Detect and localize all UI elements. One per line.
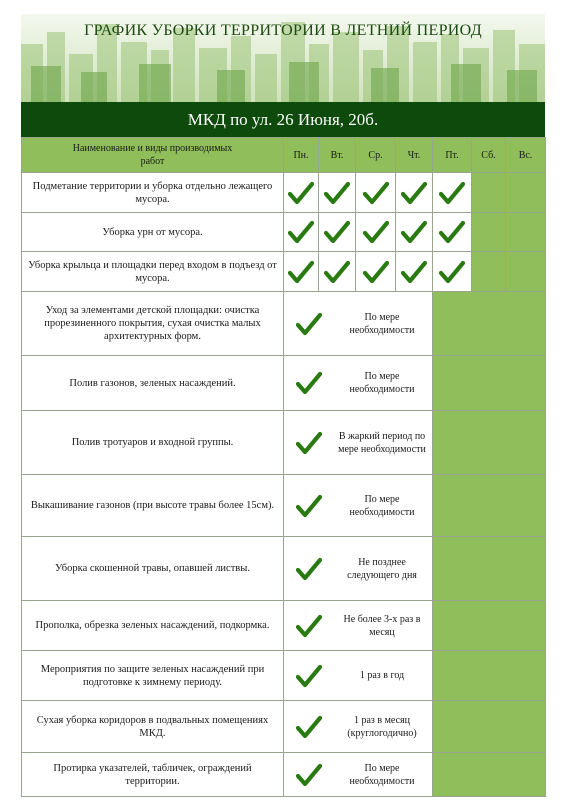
work-description: Уборка крыльца и площадки перед входом в подъезд от мусора.: [22, 252, 284, 292]
day-check-cell: [356, 173, 396, 213]
table-row: [22, 537, 546, 601]
empty-green-cell: [433, 356, 546, 411]
frequency-text: По мере необходимости: [349, 371, 415, 395]
frequency-text: В жаркий период по мере необходимости: [338, 430, 426, 455]
checkmark-icon: [296, 494, 322, 518]
frequency-text: 1 раз в месяц (круглогодично): [347, 714, 417, 739]
checkmark-icon: [363, 260, 389, 284]
checkmark-icon: [401, 220, 427, 244]
work-description: Сухая уборка коридоров в подвальных помещениях МКД.: [22, 701, 284, 753]
checkmark-icon: [324, 220, 350, 244]
day-empty-cell: [506, 173, 546, 213]
work-description: Полив газонов, зеленых насаждений.: [22, 356, 284, 411]
work-description: Подметание территории и уборка отдельно лежащего мусора.: [22, 173, 284, 213]
checkmark-icon: [439, 260, 465, 284]
column-header-day: Вс.: [506, 138, 546, 173]
checkmark-icon: [296, 312, 322, 336]
page-title: ГРАФИК УБОРКИ ТЕРРИТОРИИ В ЛЕТНИЙ ПЕРИОД: [84, 22, 482, 39]
table-row: [22, 651, 546, 701]
day-empty-cell: [506, 252, 546, 292]
checkmark-icon: [363, 220, 389, 244]
table-row: [22, 356, 546, 411]
empty-green-cell: [433, 475, 546, 537]
day-check-cell: [433, 173, 472, 213]
checkmark-icon: [401, 181, 427, 205]
frequency-cell: [284, 753, 433, 797]
checkmark-icon: [296, 557, 322, 581]
header-row: [22, 138, 546, 173]
empty-green-cell: [433, 292, 546, 356]
day-check-cell: [396, 173, 433, 213]
work-description: Протирка указателей, табличек, ограждений территории.: [22, 753, 284, 797]
header-banner: [21, 14, 545, 102]
frequency-cell: [284, 651, 433, 701]
table-row: [22, 753, 546, 797]
table-row: [22, 411, 546, 475]
day-check-cell: [433, 252, 472, 292]
checkmark-icon: [439, 220, 465, 244]
checkmark-icon: [296, 614, 322, 638]
column-header-day: Пн.: [284, 138, 319, 173]
column-header-day: Вт.: [319, 138, 356, 173]
frequency-cell: [284, 411, 433, 475]
day-check-cell: [284, 252, 319, 292]
day-empty-cell: [506, 213, 546, 252]
column-header-day: Ср.: [356, 138, 396, 173]
frequency-cell: [284, 701, 433, 753]
cleaning-schedule-table: [21, 137, 546, 797]
empty-green-cell: [433, 701, 546, 753]
day-empty-cell: [472, 173, 506, 213]
empty-green-cell: [433, 651, 546, 701]
table-row: [22, 601, 546, 651]
table-row: [22, 292, 546, 356]
checkmark-icon: [288, 260, 314, 284]
day-check-cell: [396, 213, 433, 252]
checkmark-icon: [288, 220, 314, 244]
column-header-day: Сб.: [472, 138, 506, 173]
table-row: [22, 252, 546, 292]
checkmark-icon: [296, 763, 322, 787]
frequency-cell: [284, 537, 433, 601]
work-description: Прополка, обрезка зеленых насаждений, подкормка.: [22, 601, 284, 651]
day-check-cell: [319, 213, 356, 252]
checkmark-icon: [288, 181, 314, 205]
empty-green-cell: [433, 537, 546, 601]
column-header-day: Чт.: [396, 138, 433, 173]
day-check-cell: [356, 252, 396, 292]
day-check-cell: [284, 173, 319, 213]
work-description: Мероприятия по защите зеленых насаждений при подготовке к зимнему периоду.: [22, 651, 284, 701]
work-description: Полив тротуаров и входной группы.: [22, 411, 284, 475]
checkmark-icon: [296, 431, 322, 455]
day-check-cell: [356, 213, 396, 252]
frequency-text: По мере необходимости: [349, 762, 415, 787]
work-description: Выкашивание газонов (при высоте травы более 15см).: [22, 475, 284, 537]
column-header-day: Пт.: [433, 138, 472, 173]
day-check-cell: [319, 252, 356, 292]
frequency-text: Не позднее следующего дня: [347, 556, 417, 581]
frequency-text: По мере необходимости: [349, 311, 415, 336]
frequency-cell: [284, 356, 433, 411]
frequency-cell: [284, 475, 433, 537]
checkmark-icon: [296, 371, 322, 395]
frequency-cell: [284, 601, 433, 651]
checkmark-icon: [324, 260, 350, 284]
table-row: [22, 701, 546, 753]
day-check-cell: [284, 213, 319, 252]
empty-green-cell: [433, 411, 546, 475]
day-check-cell: [396, 252, 433, 292]
day-empty-cell: [472, 213, 506, 252]
table-row: [22, 173, 546, 213]
checkmark-icon: [324, 181, 350, 205]
frequency-cell: [284, 292, 433, 356]
work-description: Уборка урн от мусора.: [22, 213, 284, 252]
day-check-cell: [319, 173, 356, 213]
checkmark-icon: [439, 181, 465, 205]
day-empty-cell: [472, 252, 506, 292]
checkmark-icon: [296, 715, 322, 739]
table-row: [22, 213, 546, 252]
empty-green-cell: [433, 753, 546, 797]
checkmark-icon: [296, 664, 322, 688]
frequency-text: 1 раз в год: [359, 670, 405, 681]
checkmark-icon: [363, 181, 389, 205]
address-title: МКД по ул. 26 Июня, 20б.: [21, 102, 545, 137]
checkmark-icon: [401, 260, 427, 284]
empty-green-cell: [433, 601, 546, 651]
work-description: Уход за элементами детской площадки: очистка прорезиненного покрытия, сухая очистка малых архитектурных форм.: [22, 292, 284, 356]
table-row: [22, 475, 546, 537]
day-check-cell: [433, 213, 472, 252]
work-description: Уборка скошенной травы, опавшей листвы.: [22, 537, 284, 601]
frequency-text: Не более 3-х раз в месяц: [343, 613, 421, 638]
column-header-work: Наименование и виды производимых работ: [22, 138, 284, 173]
frequency-text: По мере необходимости: [349, 493, 415, 518]
